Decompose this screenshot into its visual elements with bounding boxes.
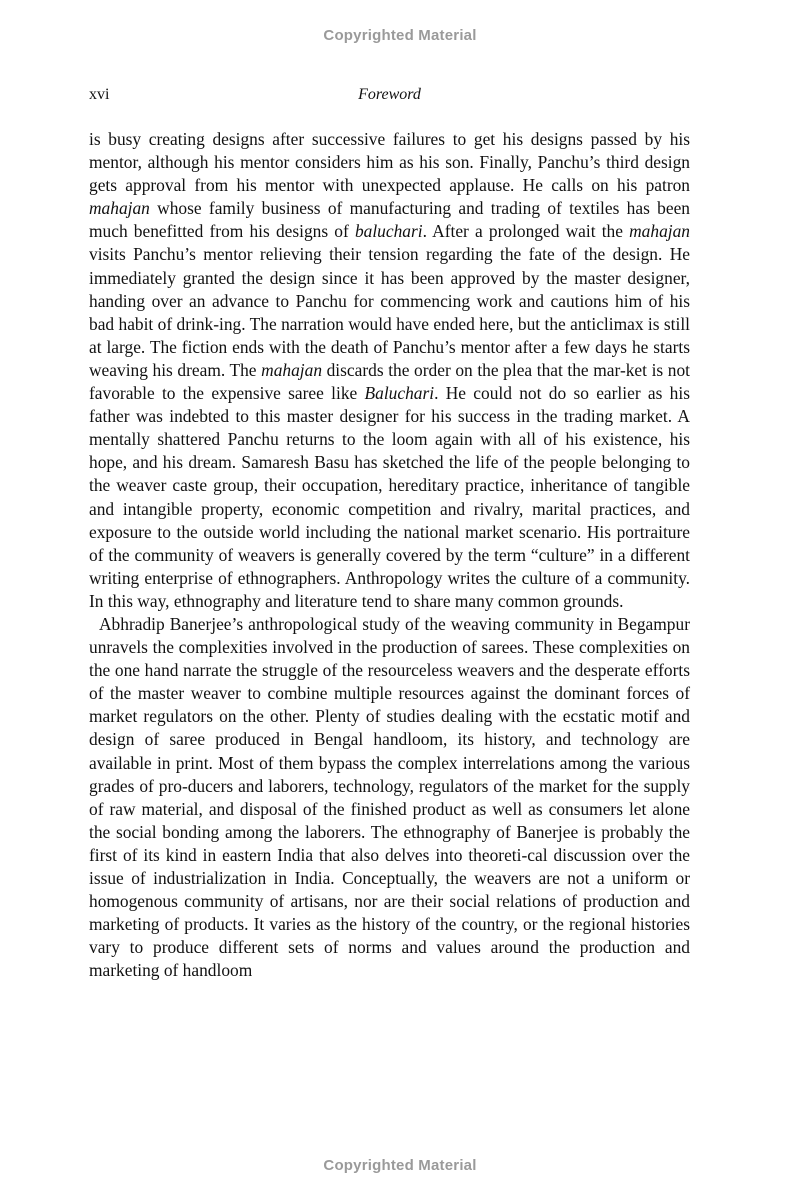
paragraph: [89, 613, 690, 983]
text-run: whose family business of manufacturing and trading of textiles has been much benefitted from his designs of: [89, 198, 690, 242]
text-run: discards the order on the plea that the mar-ket is not favorable to the expensive saree like: [89, 359, 690, 404]
italic-term: mahajan: [629, 221, 690, 242]
paragraph: [89, 128, 690, 613]
running-head: [89, 86, 690, 106]
copyright-watermark-bottom: Copyrighted Material: [323, 1157, 477, 1174]
text-run: Abhradip Banerjee’s anthropological study of the weaving community in Begampur unravels the complexities involved in the production of sarees. These complexities on the one hand narrate the struggle of the resourceless weavers and the desperate efforts of the master weaver to combine multiple resources against the dominant forces of market regulators on the other. Plenty of studies dealing with the ecstatic motif and design of saree produced in Bengal handloom, its history, and technology are available in print. Most of them bypass the complex interrelations among the various grades of pro-ducers and laborers, technology, regulators of the market for the supply of raw material, and disposal of the finished product as well as consumers let alone the social bonding among the laborers. The ethnography of Banerjee is probably the first of its kind in eastern India that also delves into theoreti-cal discussion over the issue of industrialization in India. Conceptually, the weavers are not a uniform or homogenous community of artisans, nor are their social relations of production and marketing of products. It varies as the history of the country, or the regional histories vary to produce different sets of norms and values around the production and marketing of handloom: [89, 613, 690, 981]
italic-term: baluchari: [354, 221, 423, 242]
text-run: . After a prolonged wait the: [422, 221, 630, 242]
italic-term: mahajan: [89, 198, 150, 219]
copyright-watermark-top: Copyrighted Material: [323, 27, 477, 44]
running-title: Foreword: [358, 86, 421, 103]
page-number: xvi: [89, 86, 110, 103]
italic-term: Baluchari: [364, 383, 435, 404]
text-run: visits Panchu’s mentor relieving their tension regarding the fate of the design. He immediately granted the design since it has been approved by the master designer, handing over an advance to Panchu for commencing work and cautions him of his bad habit of drink-ing. The narration would have ended here, but the anticlimax is still at large. The fiction ends with the death of Panchu’s mentor after a few days he starts weaving his dream. The: [89, 244, 690, 380]
italic-term: mahajan: [261, 359, 323, 380]
body-text: [89, 128, 690, 982]
text-run: . He could not do so earlier as his father was indebted to this master designer for his success in the trading market. A mentally shattered Panchu returns to the loom again with all of his existence, his hope, and his dream. Samaresh Basu has sketched the life of the people belonging to the weaver caste group, their occupation, hereditary practice, inheritance of tangible and intangible property, economic competition and rivalry, marital practices, and exposure to the outside world including the national market scenario. His portraiture of the community of weavers is generally covered by the term “culture” in a different writing enterprise of ethnographers. Anthropology writes the culture of a community. In this way, ethnography and literature tend to share many common grounds.: [89, 383, 690, 611]
text-run: is busy creating designs after successive failures to get his designs passed by his mentor, although his mentor considers him as his son. Finally, Panchu’s third design gets approval from his mentor with unexpected applause. He calls on his patron: [89, 129, 690, 196]
